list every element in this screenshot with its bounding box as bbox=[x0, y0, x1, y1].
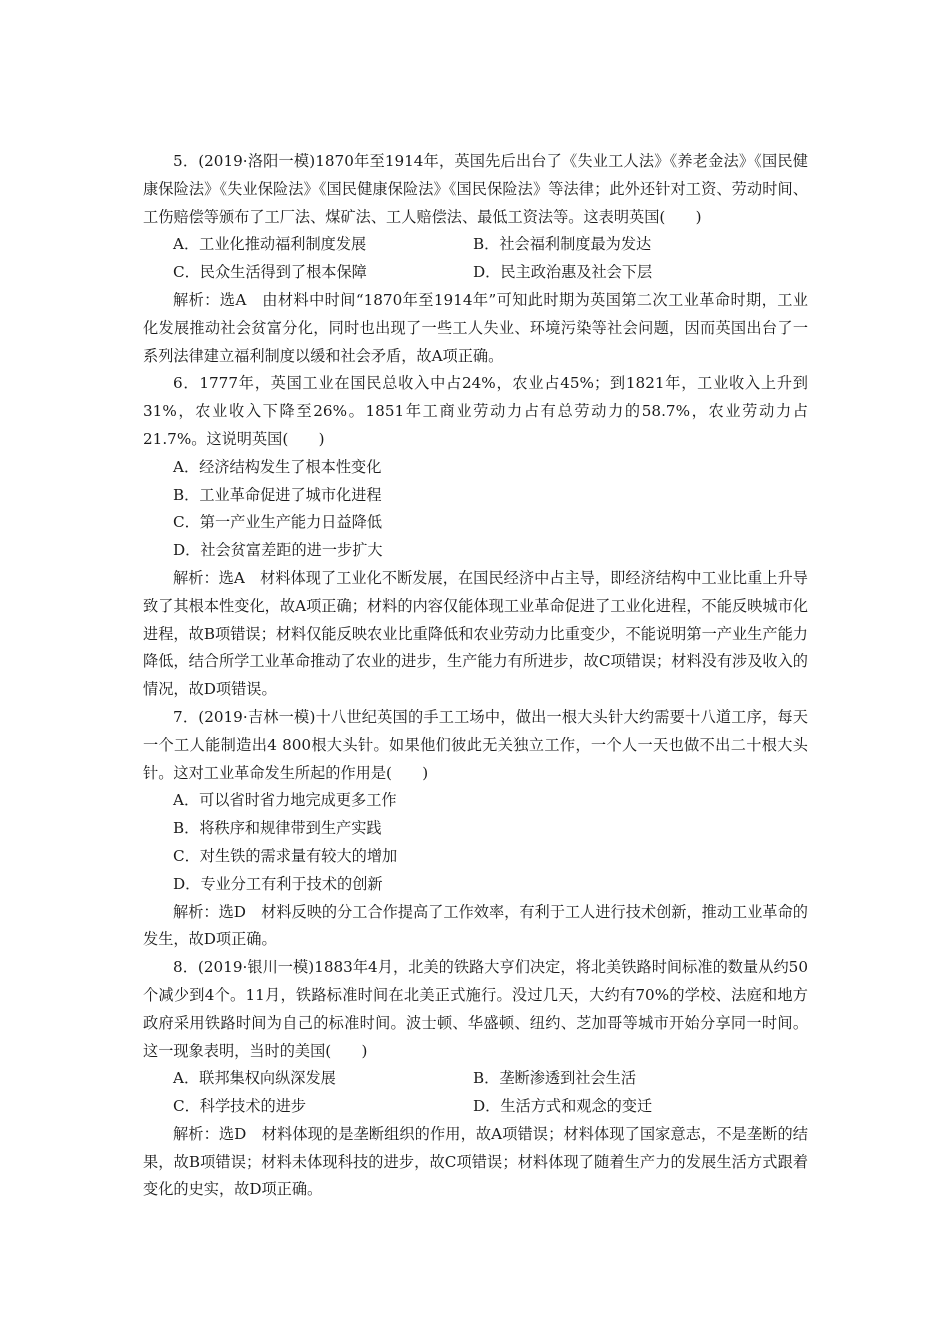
answer-analysis: 解析：选A 材料体现了工业化不断发展，在国民经济中占主导，即经济结构中工业比重上升导致了其根本性变化，故A项正确；材料的内容仅能体现工业革命促进了工业化进程，不能反映城市化进程，故B项错误；材料仅能反映农业比重降低和农业劳动力比重变少，不能说明第一产业生产能力降低，结合所学工业革命推动了农业的进步，生产能力有所进步，故C项错误；材料没有涉及收入的情况，故D项错误。 bbox=[143, 568, 808, 699]
option-row bbox=[143, 259, 808, 287]
option-a: A．经济结构发生了根本性变化 bbox=[173, 457, 382, 476]
answer-analysis: 解析：选A 由材料中时间“1870年至1914年”可知此时期为英国第二次工业革命时期，工业化发展推动社会贫富分化，同时也出现了一些工人失业、环境污染等社会问题，因而英国出台了一系列法律建立福利制度以缓和社会矛盾，故A项正确。 bbox=[143, 290, 808, 365]
option-a: A．联邦集权向纵深发展 bbox=[173, 1069, 336, 1088]
option-b: B．社会福利制度最为发达 bbox=[473, 235, 652, 254]
question-6 bbox=[143, 370, 808, 704]
option-b: B．工业革命促进了城市化进程 bbox=[173, 485, 382, 504]
option-c: C．科学技术的进步 bbox=[173, 1097, 307, 1116]
question-7 bbox=[143, 704, 808, 954]
option-row bbox=[143, 1093, 808, 1121]
option-a: A．工业化推动福利制度发展 bbox=[173, 235, 367, 254]
option-d: D．民主政治惠及社会下层 bbox=[473, 263, 653, 282]
option-d: D．专业分工有利于技术的创新 bbox=[173, 874, 383, 893]
option-c: C．第一产业生产能力日益降低 bbox=[173, 513, 383, 532]
question-8 bbox=[143, 954, 808, 1204]
question-stem: 7．(2019·吉林一模)十八世纪英国的手工工场中，做出一根大头针大约需要十八道工序，每天一个工人能制造出4 800根大头针。如果他们彼此无关独立工作，一个人一天也做不出二十根大头针。这对工业革命发生所起的作用是( ) bbox=[143, 707, 808, 782]
option-b: B．将秩序和规律带到生产实践 bbox=[173, 819, 382, 838]
option-row bbox=[143, 231, 808, 259]
option-c: C．民众生活得到了根本保障 bbox=[173, 263, 367, 282]
option-d: D．生活方式和观念的变迁 bbox=[473, 1097, 653, 1116]
option-a: A．可以省时省力地完成更多工作 bbox=[173, 791, 397, 810]
option-row bbox=[143, 1065, 808, 1093]
question-stem: 5．(2019·洛阳一模)1870年至1914年，英国先后出台了《失业工人法》《养老金法》《国民健康保险法》《失业保险法》《国民健康保险法》《国民保险法》等法律；此外还针对工资、劳动时间、工伤赔偿等颁布了工厂法、煤矿法、工人赔偿法、最低工资法等。这表明英国( ) bbox=[143, 152, 808, 226]
document-page bbox=[143, 148, 808, 1204]
answer-analysis: 解析：选D 材料体现的是垄断组织的作用，故A项错误；材料体现了国家意志，不是垄断的结果，故B项错误；材料未体现科技的进步，故C项错误；材料体现了随着生产力的发展生活方式跟着变化的史实，故D项正确。 bbox=[143, 1124, 808, 1199]
option-c: C．对生铁的需求量有较大的增加 bbox=[173, 846, 398, 865]
question-5 bbox=[143, 148, 808, 370]
option-b: B．垄断渗透到社会生活 bbox=[473, 1069, 637, 1088]
answer-analysis: 解析：选D 材料反映的分工合作提高了工作效率，有利于工人进行技术创新，推动工业革命的发生，故D项正确。 bbox=[143, 902, 808, 949]
option-d: D．社会贫富差距的进一步扩大 bbox=[173, 541, 383, 560]
question-stem: 6．1777年，英国工业在国民总收入中占24%，农业占45%；到1821年，工业收入上升到31%，农业收入下降至26%。1851年工商业劳动力占有总劳动力的58.7%，农业劳动力占21.7%。这说明英国( ) bbox=[143, 374, 808, 448]
question-stem: 8．(2019·银川一模)1883年4月，北美的铁路大亨们决定，将北美铁路时间标准的数量从约50个减少到4个。11月，铁路标准时间在北美正式施行。没过几天，大约有70%的学校、法庭和地方政府采用铁路时间为自己的标准时间。波士顿、华盛顿、纽约、芝加哥等城市开始分享同一时间。这一现象表明，当时的美国( ) bbox=[143, 958, 808, 1060]
